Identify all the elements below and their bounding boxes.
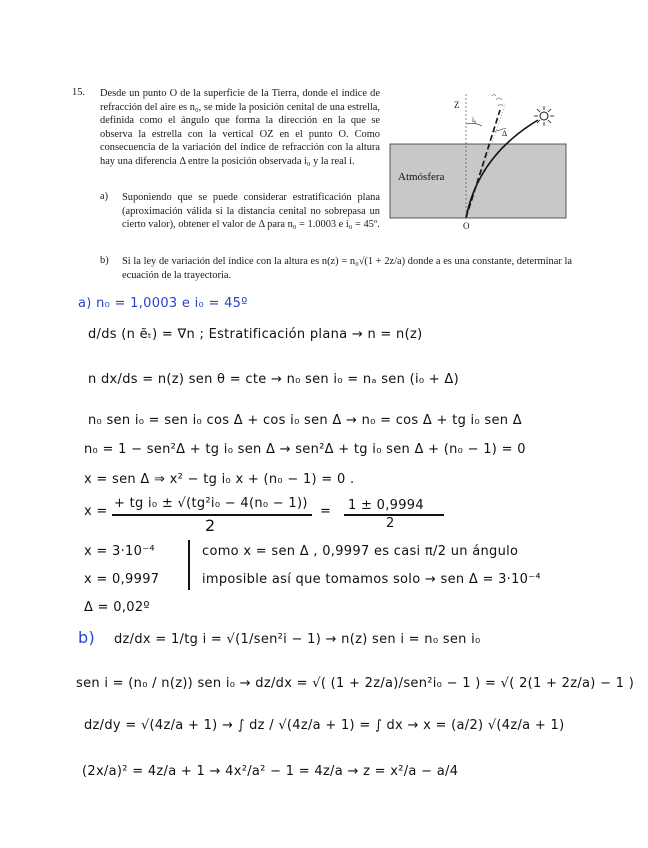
solution-a-line4: n₀ = 1 − sen²Δ + tg i₀ sen Δ → sen²Δ + tg i₀ sen Δ + (n₀ − 1) = 0	[84, 442, 526, 457]
problem-statement: Desde un punto O de la superficie de la Tierra, donde el índice de refracción del aire es n₀, se mide la posición cenital de una estrella, definida como el ángulo que forma la dirección en la que se observa la estrella con la vertical OZ en el punto O. Como consecuencia de la variación del índice de refracción con la altura hay una diferencia Δ entre la posición observada i₀ y la real i.	[100, 88, 380, 167]
solution-a-line2: n dx/ds = n(z) sen θ = cte → n₀ sen i₀ = nₐ sen (i₀ + Δ)	[88, 372, 459, 387]
solution-b-line1: dz/dx = 1/tg i = √(1/sen²i − 1) → n(z) sen i = n₀ sen i₀	[114, 632, 481, 647]
sketch-mark-icon	[492, 95, 503, 107]
solution-a-line6-equals: =	[320, 504, 332, 519]
solution-a-line1: d/ds (n ẽₜ) = ∇n ; Estratificación plana → n = n(z)	[88, 327, 423, 342]
z-label: Z	[454, 100, 460, 110]
i0-label: i₀	[472, 116, 477, 124]
solution-a-note1: como x = sen Δ , 0,9997 es casi π/2 un ángulo	[202, 544, 519, 559]
brace	[188, 540, 190, 590]
solution-a-line3: n₀ sen i₀ = sen i₀ cos Δ + cos i₀ sen Δ → n₀ = cos Δ + tg i₀ sen Δ	[88, 413, 522, 428]
part-b-text: Si la ley de variación del índice con la altura es n(z) = n₀√(1 + 2z/a) donde a es una constante, determinar la ecuación de la trayectoria.	[122, 256, 572, 281]
solution-a-line6-rhs-numerator: 1 ± 0,9994	[348, 498, 424, 513]
solution-b-label: b)	[78, 628, 95, 647]
part-a-text: Suponiendo que se puede considerar estratificación plana (aproximación válida si la distancia cenital no sobrepasa un cierto valor), obtener el valor de Δ para n₀ = 1.0003 e i₀ = 45º.	[122, 192, 380, 231]
refraction-figure	[388, 86, 568, 232]
solution-a-line5: x = sen Δ ⇒ x² − tg i₀ x + (n₀ − 1) = 0 .	[84, 472, 355, 487]
solution-a-line6-denominator: 2	[205, 516, 216, 535]
solution-a-header: a) n₀ = 1,0003 e i₀ = 45º	[78, 296, 248, 311]
solution-b-line2: sen i = (n₀ / n(z)) sen i₀ → dz/dx = √( (1 + 2z/a)/sen²i₀ − 1 ) = √( 2(1 + 2z/a) − 1 )	[76, 676, 635, 691]
part-a-label: a)	[100, 191, 109, 202]
solution-b-line3: dz/dy = √(4z/a + 1) → ∫ dz / √(4z/a + 1) = ∫ dx → x = (a/2) √(4z/a + 1)	[84, 718, 565, 733]
problem-number: 15.	[72, 87, 85, 98]
solution-a-result: Δ = 0,02º	[84, 600, 150, 615]
solution-a-line6-lhs: x =	[84, 504, 108, 519]
delta-label: Δ	[502, 129, 508, 138]
atmosphere-label: Atmósfera	[398, 171, 445, 183]
solution-a-root1: x = 3·10⁻⁴	[84, 544, 155, 559]
part-b-label: b)	[100, 255, 109, 266]
solution-a-line6-numerator: + tg i₀ ± √(tg²i₀ − 4(n₀ − 1))	[114, 496, 308, 511]
solution-a-line6-rhs-denominator: 2	[386, 516, 395, 531]
o-label: O	[463, 221, 470, 231]
solution-b-line4: (2x/a)² = 4z/a + 1 → 4x²/a² − 1 = 4z/a → z = x²/a − a/4	[82, 764, 459, 779]
solution-a-note2: imposible así que tomamos solo → sen Δ = 3·10⁻⁴	[202, 572, 541, 587]
star-icon	[534, 106, 554, 126]
solution-a-root2: x = 0,9997	[84, 572, 160, 587]
